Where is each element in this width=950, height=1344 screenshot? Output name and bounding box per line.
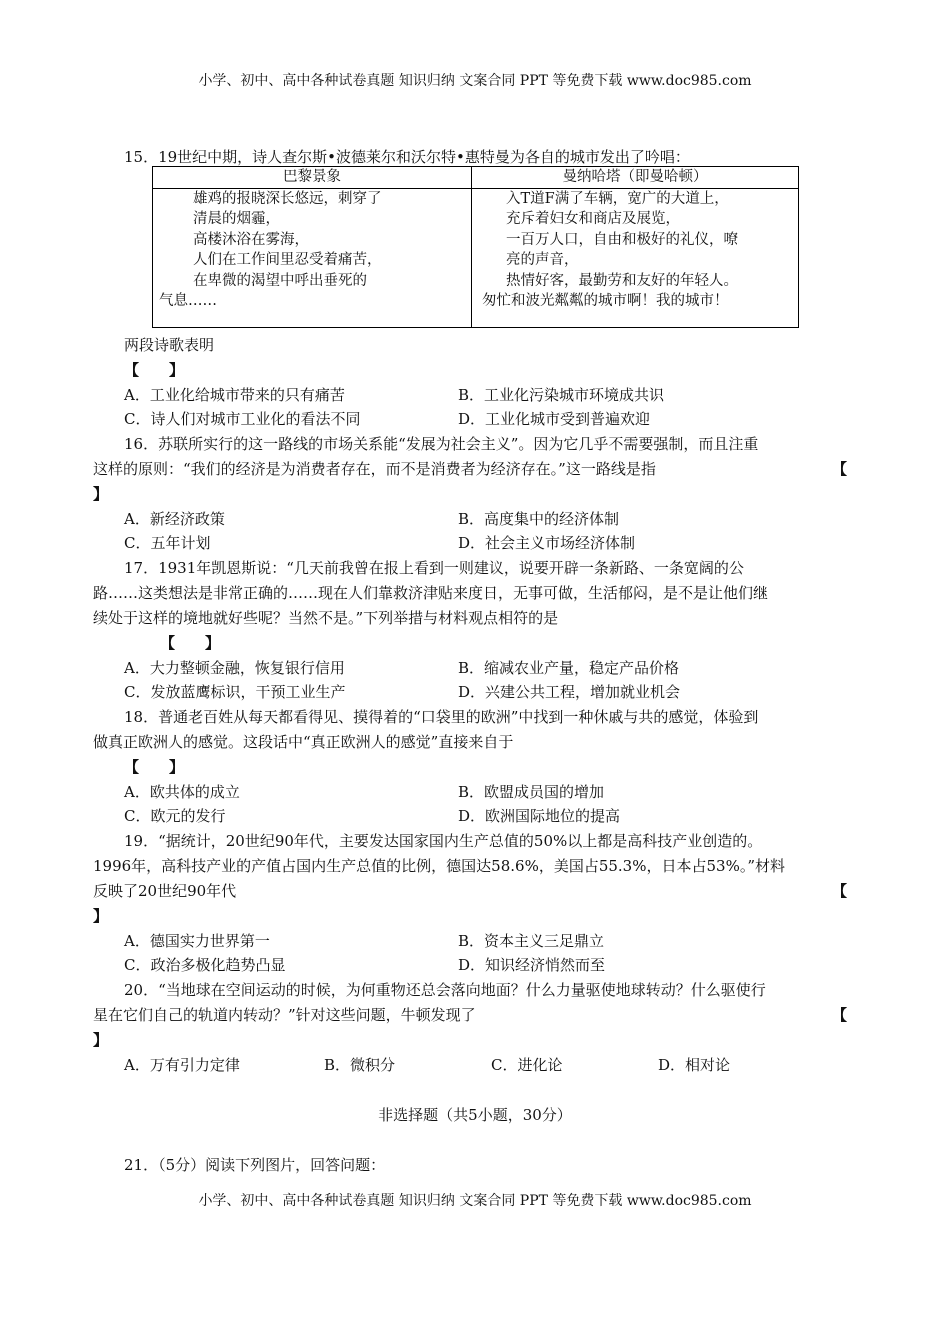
q17-line3: 续处于这样的境地就好些呢？当然不是。”下列举措与材料观点相符的是 [93, 609, 559, 627]
ny-poem [472, 188, 799, 328]
q16-option-a[interactable]: A．新经济政策 [124, 510, 225, 528]
q19-line1: 19．“据统计，20世纪90年代，主要发达国家国内生产总值的50%以上都是高科技产业创造的。 [124, 832, 763, 850]
q16-option-d[interactable]: D．社会主义市场经济体制 [458, 534, 636, 552]
q17-bracket: 【 】 [160, 634, 221, 652]
q20-option-d[interactable]: D．相对论 [658, 1056, 731, 1074]
paris-line: 气息…… [159, 293, 217, 309]
paris-line: 在卑微的渴望中呼出垂死的 [193, 272, 367, 289]
q17-option-d[interactable]: D．兴建公共工程，增加就业机会 [458, 683, 681, 701]
q18-line2: 做真正欧洲人的感觉。这段话中“真正欧洲人的感觉”直接来自于 [93, 733, 514, 751]
q15-option-c[interactable]: C．诗人们对城市工业化的看法不同 [124, 410, 361, 428]
paris-poem [153, 188, 472, 328]
q21-stem: 21．（5分）阅读下列图片，回答问题： [124, 1156, 386, 1174]
q18-option-a[interactable]: A．欧共体的成立 [124, 783, 240, 801]
ny-title: 曼纳哈塔（即曼哈顿） [472, 167, 799, 189]
q15-stem: 15．19世纪中期，诗人查尔斯•波德莱尔和沃尔特•惠特曼为各自的城市发出了吟唱： [124, 148, 690, 166]
section-title: 非选择题（共5小题，30分） [378, 1106, 572, 1124]
q15-after: 两段诗歌表明 [124, 336, 215, 354]
paris-line: 高楼沐浴在雾海， [193, 231, 309, 248]
q20-bracket-close: 】 [93, 1031, 109, 1049]
q17-line1: 17．1931年凯恩斯说：“几天前我曾在报上看到一则建议，说要开辟一条新路、一条宽阔的公 [124, 559, 744, 577]
q18-option-d[interactable]: D．欧洲国际地位的提高 [458, 807, 621, 825]
ny-line: 亮的声音， [506, 252, 579, 268]
q15-option-b[interactable]: B．工业化污染城市环境成共识 [458, 386, 665, 404]
q19-option-c[interactable]: C．政治多极化趋势凸显 [124, 956, 286, 974]
q17-option-b[interactable]: B．缩减农业产量，稳定产品价格 [458, 659, 680, 677]
paris-line: 人们在工作间里忍受着痛苦， [193, 252, 382, 268]
q19-option-b[interactable]: B．资本主义三足鼎立 [458, 932, 605, 950]
q16-bracket-open: 【 [832, 460, 848, 478]
ny-line: 热情好客，最勤劳和友好的年轻人。 [506, 272, 738, 289]
q17-option-c[interactable]: C．发放蓝鹰标识，干预工业生产 [124, 683, 346, 701]
page-footer: 小学、初中、高中各种试卷真题 知识归纳 文案合同 PPT 等免费下载 www.doc985.com [198, 1193, 752, 1209]
paris-line: 雄鸡的报晓深长悠远，刺穿了 [193, 190, 382, 207]
page-header: 小学、初中、高中各种试卷真题 知识归纳 文案合同 PPT 等免费下载 www.doc985.com [198, 73, 752, 89]
q16-option-c[interactable]: C．五年计划 [124, 534, 211, 552]
q18-option-b[interactable]: B．欧盟成员国的增加 [458, 783, 605, 801]
q16-line2: 这样的原则：“我们的经济是为消费者存在，而不是消费者为经济存在。”这一路线是指 [93, 460, 656, 478]
q19-bracket-close: 】 [93, 907, 109, 925]
q15-bracket: 【 】 [124, 361, 185, 379]
q18-option-c[interactable]: C．欧元的发行 [124, 807, 226, 825]
q19-option-d[interactable]: D．知识经济悄然而至 [458, 956, 606, 974]
q20-option-b[interactable]: B．微积分 [324, 1056, 396, 1074]
q16-bracket-close: 】 [93, 485, 109, 503]
q15-option-a[interactable]: A．工业化给城市带来的只有痛苦 [124, 386, 345, 404]
q20-bracket-open: 【 [832, 1006, 848, 1024]
q20-option-c[interactable]: C．进化论 [491, 1056, 563, 1074]
ny-line: 匆忙和波光粼粼的城市啊！我的城市！ [482, 293, 729, 309]
q16-option-b[interactable]: B．高度集中的经济体制 [458, 510, 620, 528]
poem-table [152, 166, 799, 328]
q17-option-a[interactable]: A．大力整顿金融，恢复银行信用 [124, 659, 345, 677]
q20-line2: 星在它们自己的轨道内转动？”针对这些问题，牛顿发现了 [93, 1006, 476, 1024]
q18-bracket: 【 】 [124, 758, 185, 776]
q19-option-a[interactable]: A．德国实力世界第一 [124, 932, 270, 950]
q16-line1: 16．苏联所实行的这一路线的市场关系能“发展为社会主义”。因为它几乎不需要强制，而且注重 [124, 435, 759, 453]
ny-line: 充斥着妇女和商店及展览， [506, 211, 680, 227]
q18-line1: 18．普通老百姓从每天都看得见、摸得着的“口袋里的欧洲”中找到一种休戚与共的感觉，体验到 [124, 708, 759, 726]
ny-line: 入T道F满了车辆，宽广的大道上， [506, 190, 729, 207]
q19-line2: 1996年，高科技产业的产值占国内生产总值的比例，德国达58.6%，美国占55.3%，日本占53%。”材料 [93, 857, 785, 875]
q19-bracket-open: 【 [832, 882, 848, 900]
q20-line1: 20．“当地球在空间运动的时候，为何重物还总会落向地面？什么力量驱使地球转动？什么驱使行 [124, 981, 766, 999]
q20-option-a[interactable]: A．万有引力定律 [124, 1056, 240, 1074]
q17-line2: 路……这类想法是非常正确的……现在人们靠救济津贴来度日，无事可做，生活郁闷，是不是让他们继 [93, 584, 769, 602]
q15-option-d[interactable]: D．工业化城市受到普遍欢迎 [458, 410, 651, 428]
paris-title: 巴黎景象 [153, 167, 472, 189]
ny-line: 一百万人口，自由和极好的礼仪，嘹 [506, 231, 738, 248]
q19-line3: 反映了20世纪90年代 [93, 882, 237, 900]
paris-line: 清晨的烟霾， [193, 211, 280, 227]
